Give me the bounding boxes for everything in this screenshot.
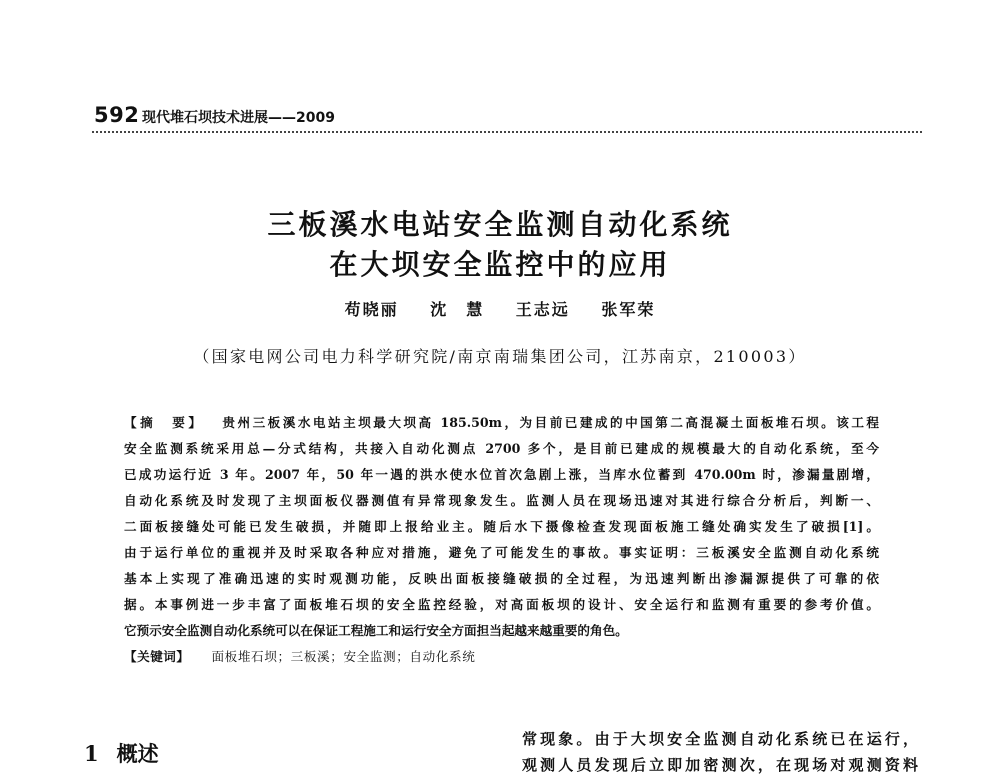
abstract-line: 已成功运行近 3 年。2007 年，50 年一遇的洪水使水位首次急剧上涨，当库水位蓄到 470.00m 时，渗漏量剧增， (124, 467, 879, 482)
abstract-line: 安全监测系统采用总—分式结构，共接入自动化测点 2700 多个，是目前已建成的规模最大的自动化系统，至今 (124, 441, 879, 456)
keyword: 自动化系统 (409, 649, 476, 664)
keyword-separator: ； (277, 649, 291, 664)
keywords-label: 【关键词】 (124, 649, 190, 664)
section-heading (84, 738, 159, 768)
abstract-text: 贵州三板溪水电站主坝最大坝高 185.50m，为目前已建成的中国第二高混凝土面板堆石坝。该工程 (222, 415, 880, 430)
abstract-line: 基本上实现了准确迅速的实时观测功能，反映出面板接缝破损的全过程，为迅速判断出渗漏源提供了可靠的依 (124, 571, 879, 586)
keyword: 面板堆石坝 (211, 649, 278, 664)
keywords (124, 644, 879, 670)
author: 沈 慧 (430, 300, 485, 319)
abstract-line: 据。本事例进一步丰富了面板堆石坝的安全监控经验，对高面板坝的设计、安全运行和监测有重要的参考价值。 (124, 597, 879, 612)
abstract-label: 【摘 要】 (124, 415, 205, 430)
abstract-line (124, 410, 879, 436)
keyword-separator: ； (330, 649, 344, 664)
affiliation: （国家电网公司电力科学研究院/南京南瑞集团公司，江苏南京，210003） (193, 347, 807, 366)
abstract-line: 由于运行单位的重视并及时采取各种应对措施，避免了可能发生的事故。事实证明：三板溪安全监测自动化系统 (124, 545, 879, 560)
abstract-line: 二面板接缝处可能已发生破损，并随即上报给业主。随后水下摄像检查发现面板施工缝处确实发生了破损[1]。 (124, 519, 879, 534)
paper-title-line-1: 三板溪水电站安全监测自动化系统 (267, 208, 733, 241)
keyword: 安全监测 (343, 649, 397, 664)
keyword: 三板溪 (290, 649, 331, 664)
abstract-line: 自动化系统及时发现了主坝面板仪器测值有异常现象发生。监测人员在现场迅速对其进行综合分析后，判断一、 (124, 493, 879, 508)
section-title: 概述 (116, 742, 159, 766)
body-text-line: 常现象。由于大坝安全监测自动化系统已在运行， (522, 730, 918, 748)
journal-title: 现代堆石坝技术进展——2009 (142, 110, 335, 126)
running-head (92, 103, 922, 133)
author: 苟晓丽 (344, 300, 399, 319)
author: 张军荣 (601, 300, 656, 319)
author: 王志远 (515, 300, 570, 319)
abstract-line: 它预示安全监测自动化系统可以在保证工程施工和运行安全方面担当起越来越重要的角色。 (124, 623, 628, 638)
paper-title-line-2: 在大坝安全监控中的应用 (329, 248, 671, 281)
section-number: 1 (84, 741, 99, 766)
page-number: 592 (94, 103, 140, 127)
keyword-separator: ； (396, 649, 410, 664)
authors (0, 297, 1000, 320)
body-text-line: 观测人员发现后立即加密测次，在现场对观测资料 (522, 756, 918, 774)
